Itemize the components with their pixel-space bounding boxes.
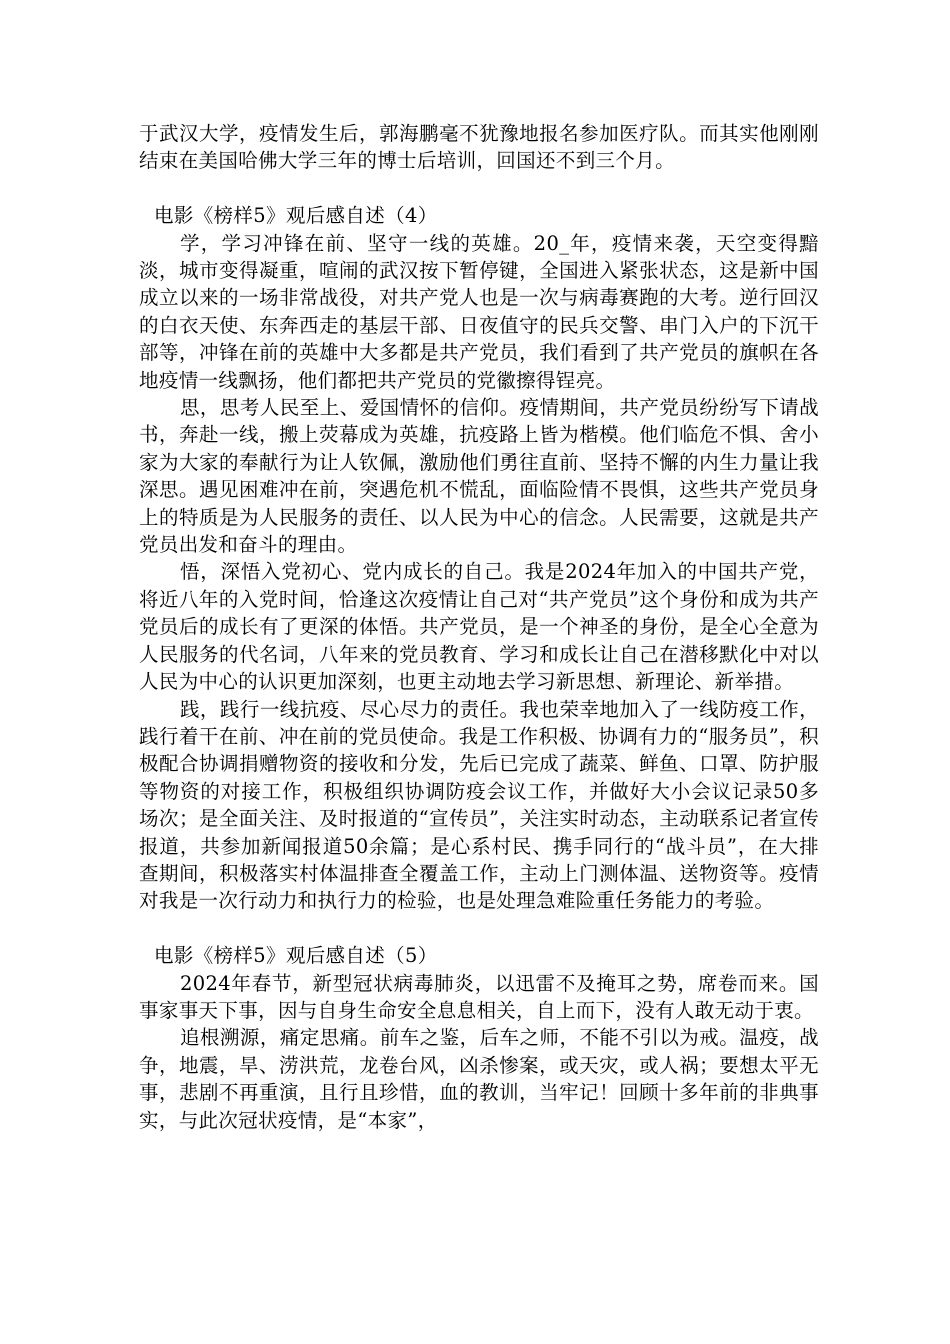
section-4-paragraph-3: 悟，深悟入党初心、党内成长的自己。我是2024年加入的中国共产党，将近八年的入党时间，恰逢这次疫情让自己对“共产党员”这个身份和成为共产党员后的成长有了更深的体悟。共产党员，是一个神圣的身份，是全心全意为人民服务的代名词，八年来的党员教育、学习和成长让自己在潜移默化中对以人民为中心的认识更加深刻，也更主动地去学习新思想、新理论、新举措。: [139, 560, 819, 694]
section-5-heading: 电影《榜样5》观后感自述（5）: [154, 944, 438, 968]
section-5-paragraph-1: 2024年春节，新型冠状病毒肺炎，以迅雷不及掩耳之势，席卷而来。国事家事天下事，因与自身生命安全息息相关，自上而下，没有人敢无动于衷。: [139, 971, 819, 1022]
section-5-paragraph-2: 追根溯源，痛定思痛。前车之鉴，后车之师，不能不引以为戒。温疫，战争，地震，旱、涝洪荒，龙卷台风，凶杀惨案，或天灾，或人祸；要想太平无事，悲剧不再重演，且行且珍惜，血的教训，当牢记！回顾十多年前的非典事实，与此次冠状疫情，是“本家”，: [139, 1026, 819, 1132]
section-4-heading: 电影《榜样5》观后感自述（4）: [154, 204, 438, 228]
section-4-paragraph-1: 学，学习冲锋在前、坚守一线的英雄。20_年，疫情来袭，天空变得黯淡，城市变得凝重，喧闹的武汉按下暂停键，全国进入紧张状态，这是新中国成立以来的一场非常战役，对共产党人也是一次与病毒赛跑的大考。逆行回汉的白衣天使、东奔西走的基层干部、日夜值守的民兵交警、串门入户的下沉干部等，冲锋在前的英雄中大多都是共产党员，我们看到了共产党员的旗帜在各地疫情一线飘扬，他们都把共产党员的党徽擦得锃亮。: [139, 231, 819, 392]
section-4-paragraph-4: 践，践行一线抗疫、尽心尽力的责任。我也荣幸地加入了一线防疫工作，践行着干在前、冲在前的党员使命。我是工作积极、协调有力的“服务员”，积极配合协调捐赠物资的接收和分发，先后已完成了蔬菜、鲜鱼、口罩、防护服等物资的对接工作，积极组织协调防疫会议工作，并做好大小会议记录50多场次；是全面关注、及时报道的“宣传员”，关注实时动态，主动联系记者宣传报道，共参加新闻报道50余篇；是心系村民、携手同行的“战斗员”，在大排查期间，积极落实村体温排查全覆盖工作，主动上门测体温、送物资等。疫情对我是一次行动力和执行力的检验，也是处理急难险重任务能力的考验。: [139, 697, 819, 913]
blank-line: [139, 175, 819, 202]
paragraph-top-0: 于武汉大学，疫情发生后，郭海鹏毫不犹豫地报名参加医疗队。而其实他刚刚结束在美国哈佛大学三年的博士后培训，回国还不到三个月。: [139, 122, 819, 173]
document-page: [139, 120, 819, 1134]
section-4-paragraph-2: 思，思考人民至上、爱国情怀的信仰。疫情期间，共产党员纷纷写下请战书，奔赴一线，搬上荧幕成为英雄，抗疫路上皆为楷模。他们临危不惧、舍小家为大家的奉献行为让人钦佩，激励他们勇往直前、坚持不懈的内生力量让我深思。遇见困难冲在前，突遇危机不慌乱，面临险情不畏惧，这些共产党员身上的特质是为人民服务的责任、以人民为中心的信念。人民需要，这就是共产党员出发和奋斗的理由。: [139, 396, 819, 557]
blank-line: [139, 915, 819, 942]
